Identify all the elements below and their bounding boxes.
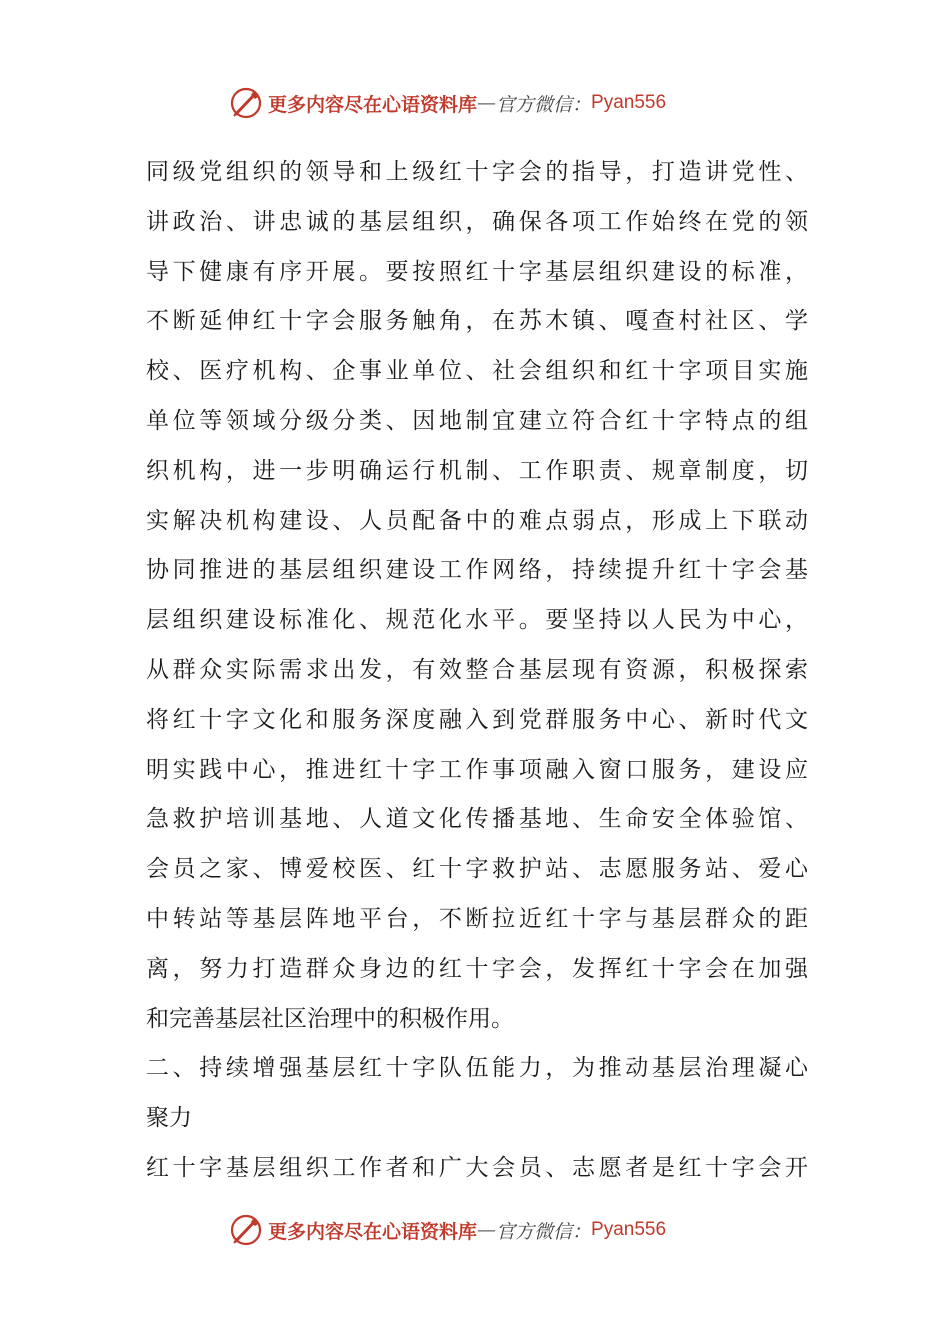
text-line: 层组织建设标准化、规范化水平。要坚持以人民为中心， [146,607,808,634]
text-line: 和完善基层社区治理中的积极作用。 [146,1005,514,1032]
text-line: 导下健康有序开展。要按照红十字基层组织建设的标准， [146,258,808,285]
banner-main-text: 更多内容尽在心语资料库 [268,93,478,116]
banner-separator: — [477,92,497,114]
text-line: 会员之家、博爱校医、红十字救护站、志愿服务站、爱心 [146,856,808,883]
text-line: 实解决机构建设、人员配备中的难点弱点，形成上下联动 [146,507,808,534]
text-line: 急救护培训基地、人道文化传播基地、生命安全体验馆、 [146,806,808,833]
text-line: 织机构，进一步明确运行机制、工作职责、规章制度，切 [146,457,808,484]
footer-banner [228,1210,666,1250]
banner-wechat-label: 官方微信： [496,1220,592,1243]
banner-separator: — [477,1219,497,1241]
text-line: 协同推进的基层组织建设工作网络，持续提升红十字会基 [146,557,808,584]
banner-main-text: 更多内容尽在心语资料库 [268,1220,478,1243]
pen-logo-icon [228,1212,264,1248]
pen-logo-icon [228,85,264,121]
text-line: 红十字基层组织工作者和广大会员、志愿者是红十字会开 [146,1154,808,1181]
text-line: 单位等领域分级分类、因地制宜建立符合红十字特点的组 [146,407,808,434]
text-line: 从群众实际需求出发，有效整合基层现有资源，积极探索 [146,656,808,683]
header-banner [228,83,666,123]
text-line: 中转站等基层阵地平台，不断拉近红十字与基层群众的距 [146,905,808,932]
text-line: 将红十字文化和服务深度融入到党群服务中心、新时代文 [146,706,808,733]
banner-wechat-label: 官方微信： [496,93,592,116]
section-heading-continued: 聚力 [146,1105,192,1132]
text-line: 校、医疗机构、企事业单位、社会组织和红十字项目实施 [146,358,808,385]
text-line: 离，努力打造群众身边的红十字会，发挥红十字会在加强 [146,955,808,982]
section-heading: 二、持续增强基层红十字队伍能力，为推动基层治理凝心 [146,1055,808,1082]
text-line: 讲政治、讲忠诚的基层组织，确保各项工作始终在党的领 [146,208,808,235]
text-line: 不断延伸红十字会服务触角，在苏木镇、嘎查村社区、学 [146,308,808,335]
banner-wechat-id: Pyan556 [591,92,667,113]
body-text [146,148,808,1194]
banner-wechat-id: Pyan556 [591,1219,667,1240]
text-line: 明实践中心，推进红十字工作事项融入窗口服务，建设应 [146,756,808,783]
text-line: 同级党组织的领导和上级红十字会的指导，打造讲党性、 [146,159,808,185]
